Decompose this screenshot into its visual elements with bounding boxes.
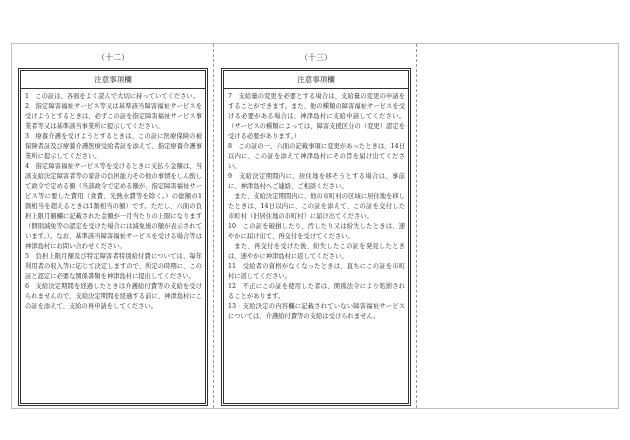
notes-card-body	[224, 89, 408, 322]
note-paragraph: 4 指定障害福祉サービス等を受けるときに支払う金額は、当該支給決定障害者等の家計の負担能力その他の事情をしん酌して政令で定める額（当該政令で定める額が、指定障害福祉サービス等に要した費用（食費、光熱水費等を除く。）の総額の1割相当を超えるときは1割相当の額）です。ただし、六面の負担上限月額欄に記載された金額が一月当たりの上限になります（個別減免等の認定を受けた場合には減免後の額が表示されています。）。なお、基準該当障害福祉サービスを受ける場合等は神津島村にお問い合わせください。	[25, 163, 202, 250]
note-paragraph: 7 支給量の変更を必要とする場合は、支給量の変更の申請をすることができます。また、他の種類の障害福祉サービスを受ける必要がある場合は、神津島村に支給申請してください。（サービスの種類によっては、障害支援区分の（変更）認定を受ける必要があります。）	[228, 93, 405, 140]
notes-card-heading: 注意事項欄	[224, 71, 408, 89]
note-paragraph: 6 支給決定期間を経過したときは介護給付費等の支給を受けられませんので、支給決定期間を経過する前に、神津島村にこの証を添えて、支給の再申請をしてください。	[25, 283, 202, 310]
notes-card-body	[21, 89, 205, 312]
note-paragraph: また、再交付を受けた後、紛失したこの証を発見したときは、速やかに神津島村に返してください。	[228, 243, 405, 260]
certificate-sheet	[11, 43, 619, 409]
notes-card	[18, 68, 208, 406]
panel-number: （十三）	[300, 53, 332, 62]
fold-line-left	[213, 44, 214, 408]
note-paragraph: 2 指定障害福祉サービス等又は基準該当障害福祉サービスを受けようとするときは、必ずこの証を指定障害福祉サービス事業者等又は基準該当事業所に提示してください。	[25, 103, 202, 130]
notes-panel-12	[18, 52, 208, 406]
note-paragraph: 11 受給者の資格がなくなったときは、直ちにこの証を市町村に返してください。	[228, 263, 405, 280]
panel-number: （十二）	[97, 53, 129, 62]
fold-line-right	[416, 44, 417, 408]
notes-card-heading: 注意事項欄	[21, 71, 205, 89]
note-paragraph: 13 支給決定の内容欄に記載されていない障害福祉サービスについては、介護給付費等の支給は受けられません。	[228, 303, 405, 320]
note-paragraph: 9 支給決定期間内に、居住地を移そうとする場合は、事前に、神津島村へご連絡、ご相談ください。	[228, 173, 405, 190]
note-paragraph: 5 負担上限月額及び特定障害者特別給付費については、毎年利用者の収入等に応じて決定しますので、所定の時期に、この証と認定に必要な関係書類を神津島村に提出してください。	[25, 253, 202, 280]
notes-card	[221, 68, 411, 406]
note-paragraph: 12 不正にこの証を使用した者は、関係法令により処罰されることがあります。	[228, 283, 405, 300]
note-paragraph: また、支給決定期間内に、他の市町村の区域に居住地を移したときは、14日以内に、この証を添えて、この証を交付した市町村（旧居住地の市町村）に届け出てください。	[228, 193, 405, 220]
note-paragraph: 1 この証は、各面をよく読んで大切に持っていてください。	[25, 93, 200, 100]
note-paragraph: 3 療養介護を受けようとするときは、この証に医療保険の被保険者証及び療養介護医療受給者証を添えて、指定療養介護事業所に提示してください。	[25, 133, 202, 160]
note-paragraph: 10 この証を破損したり、汚したり又は紛失したときは、速やかに届け出て、再交付を受けてください。	[228, 223, 405, 240]
note-paragraph: 8 この証の一、六面の記載事項に変更があったときは、14日以内に、この証を添えて神津島村にその旨を届け出てください。	[228, 143, 405, 170]
notes-panel-13	[221, 52, 411, 406]
